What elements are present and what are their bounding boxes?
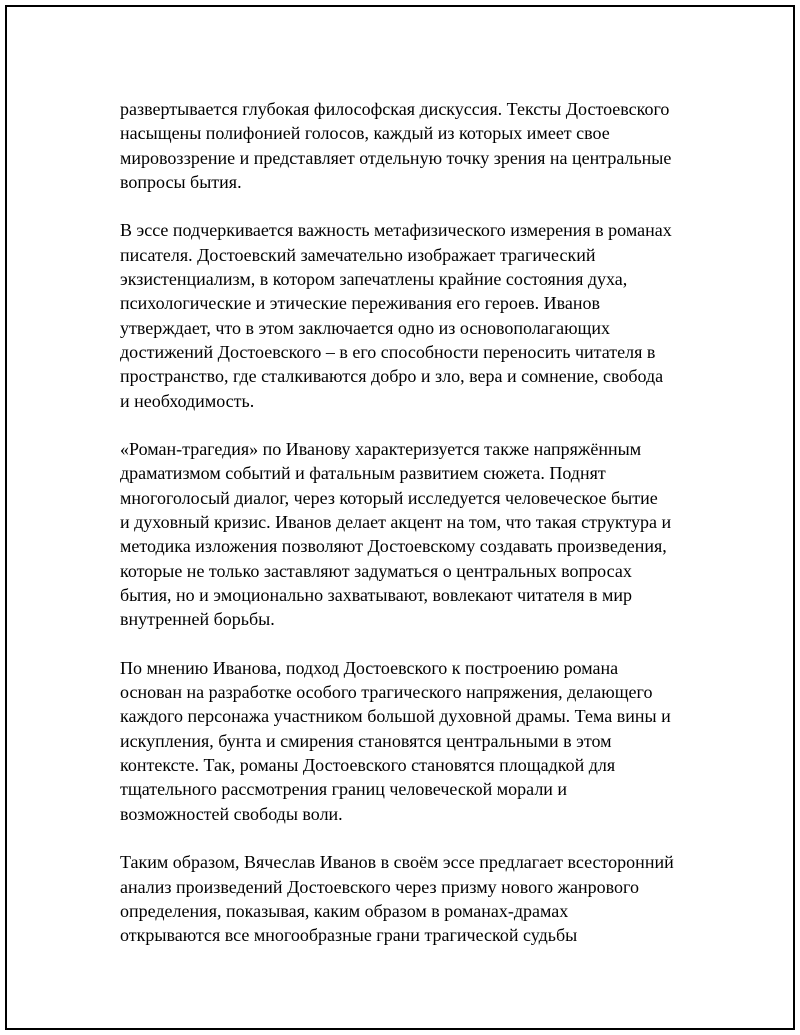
- paragraph-3: «Роман-трагедия» по Иванову характеризуется также напряжённым драматизмом событий и фатальным развитием сюжета. Поднят многоголосый диалог, через который исследуется человеческое бытие и духовный кризис. Иванов делает акцент на том, что такая структура и методика изложения позволяют Достоевскому создавать произведения, которые не только заставляют задуматься о центральных вопросах бытия, но и эмоционально захватывают, вовлекают читателя в мир внутренней борьбы.: [120, 439, 672, 630]
- document-page: [5, 5, 795, 1030]
- document-body: [120, 97, 695, 947]
- paragraph-2: В эссе подчеркивается важность метафизического измерения в романах писателя. Достоевский замечательно изображает трагический экзистенциализм, в котором запечатлены крайние состояния духа, психологические и этические переживания его героев. Иванов утверждает, что в этом заключается одно из основополагающих достижений Достоевского – в его способности переносить читателя в пространство, где сталкиваются добро и зло, вера и сомнение, свобода и необходимость.: [120, 220, 672, 411]
- paragraph-5: Таким образом, Вячеслав Иванов в своём эссе предлагает всесторонний анализ произведений Достоевского через призму нового жанрового определения, показывая, каким образом в романах-драмах открываются все многообразные грани трагической судьбы: [120, 852, 674, 946]
- paragraph-4: По мнению Иванова, подход Достоевского к построению романа основан на разработке особого трагического напряжения, делающего каждого персонажа участником большой духовной драмы. Тема вины и искупления, бунта и смирения становятся центральными в этом контексте. Так, романы Достоевского становятся площадкой для тщательного рассмотрения границ человеческой морали и возможностей свободы воли.: [120, 657, 671, 824]
- paragraph-1: развертывается глубокая философская дискуссия. Тексты Достоевского насыщены полифонией голосов, каждый из которых имеет свое мировоззрение и представляет отдельную точку зрения на центральные вопросы бытия.: [120, 99, 672, 192]
